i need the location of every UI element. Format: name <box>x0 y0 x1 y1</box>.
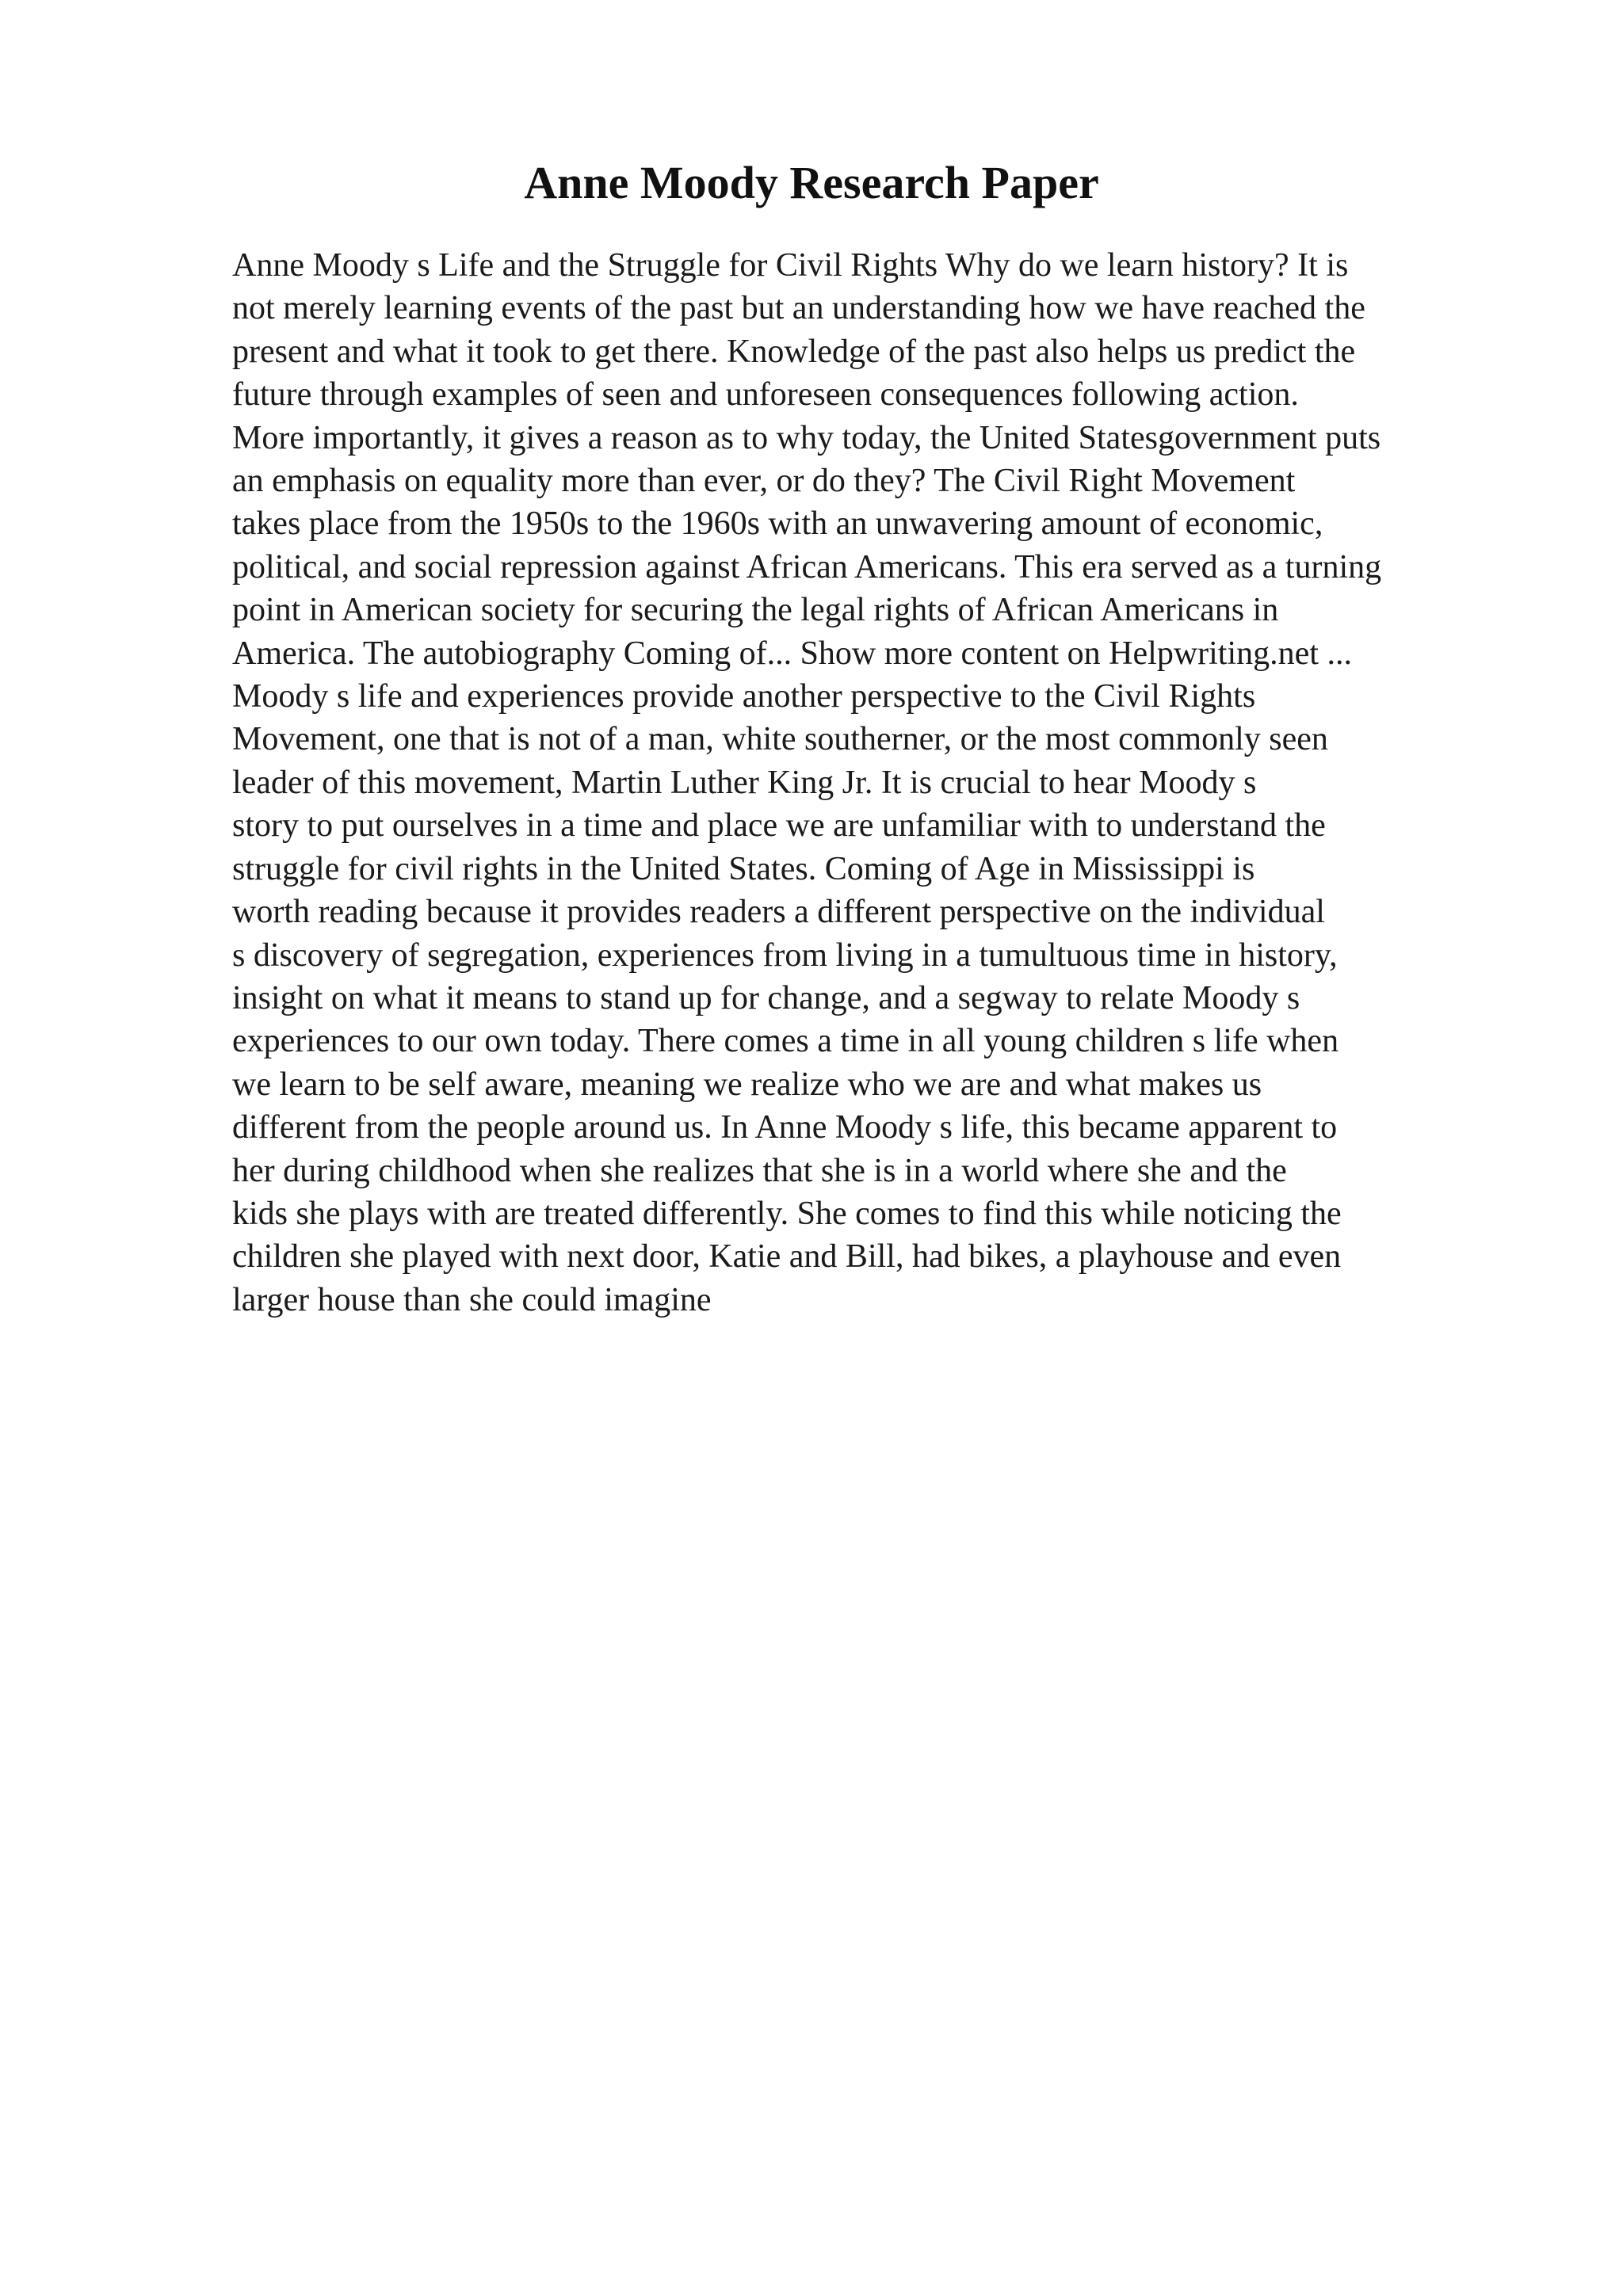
body-line: experiences to our own today. There comes a time in all young children s life when <box>232 1023 1339 1060</box>
body-line: Moody s life and experiences provide another perspective to the Civil Rights <box>232 678 1256 715</box>
body-line: worth reading because it provides readers a different perspective on the individual <box>232 894 1325 931</box>
document-title: Anne Moody Research Paper <box>524 157 1099 208</box>
body-line: an emphasis on equality more than ever, or do they? The Civil Right Movement <box>232 463 1296 500</box>
body-line: not merely learning events of the past but an understanding how we have reached the <box>232 290 1365 327</box>
body-line: America. The autobiography Coming of... Show more content on Helpwriting.net ... <box>232 635 1352 672</box>
body-line: Anne Moody s Life and the Struggle for Civil Rights Why do we learn history? It is <box>232 247 1349 284</box>
body-line: political, and social repression against African Americans. This era served as a turning <box>232 548 1382 585</box>
body-line: her during childhood when she realizes that she is in a world where she and the <box>232 1152 1287 1189</box>
body-line: takes place from the 1950s to the 1960s with an unwavering amount of economic, <box>232 505 1323 543</box>
body-line: future through examples of seen and unforeseen consequences following action. <box>232 376 1299 414</box>
body-line: insight on what it means to stand up for change, and a segway to relate Moody s <box>232 979 1300 1016</box>
body-line: story to put ourselves in a time and place we are unfamiliar with to understand the <box>232 807 1326 845</box>
body-line: leader of this movement, Martin Luther King Jr. It is crucial to hear Moody s <box>232 764 1257 801</box>
body-line: we learn to be self aware, meaning we realize who we are and what makes us <box>232 1066 1262 1103</box>
body-line: More importantly, it gives a reason as to why today, the United Statesgovernment puts <box>232 419 1381 456</box>
body-line: Movement, one that is not of a man, white southerner, or the most commonly seen <box>232 721 1328 758</box>
body-line: point in American society for securing the legal rights of African Americans in <box>232 592 1279 629</box>
body-line: children she played with next door, Katie and Bill, had bikes, a playhouse and even <box>232 1238 1342 1276</box>
body-line: struggle for civil rights in the United States. Coming of Age in Mississippi is <box>232 850 1255 887</box>
body-line: different from the people around us. In Anne Moody s life, this became apparent to <box>232 1109 1338 1146</box>
document-body <box>232 244 1548 1322</box>
body-line: present and what it took to get there. Knowledge of the past also helps us predict the <box>232 333 1356 370</box>
body-line: s discovery of segregation, experiences from living in a tumultuous time in history, <box>232 936 1338 974</box>
body-line: kids she plays with are treated differently. She comes to find this while noticing the <box>232 1195 1342 1232</box>
body-line: larger house than she could imagine <box>232 1281 712 1318</box>
